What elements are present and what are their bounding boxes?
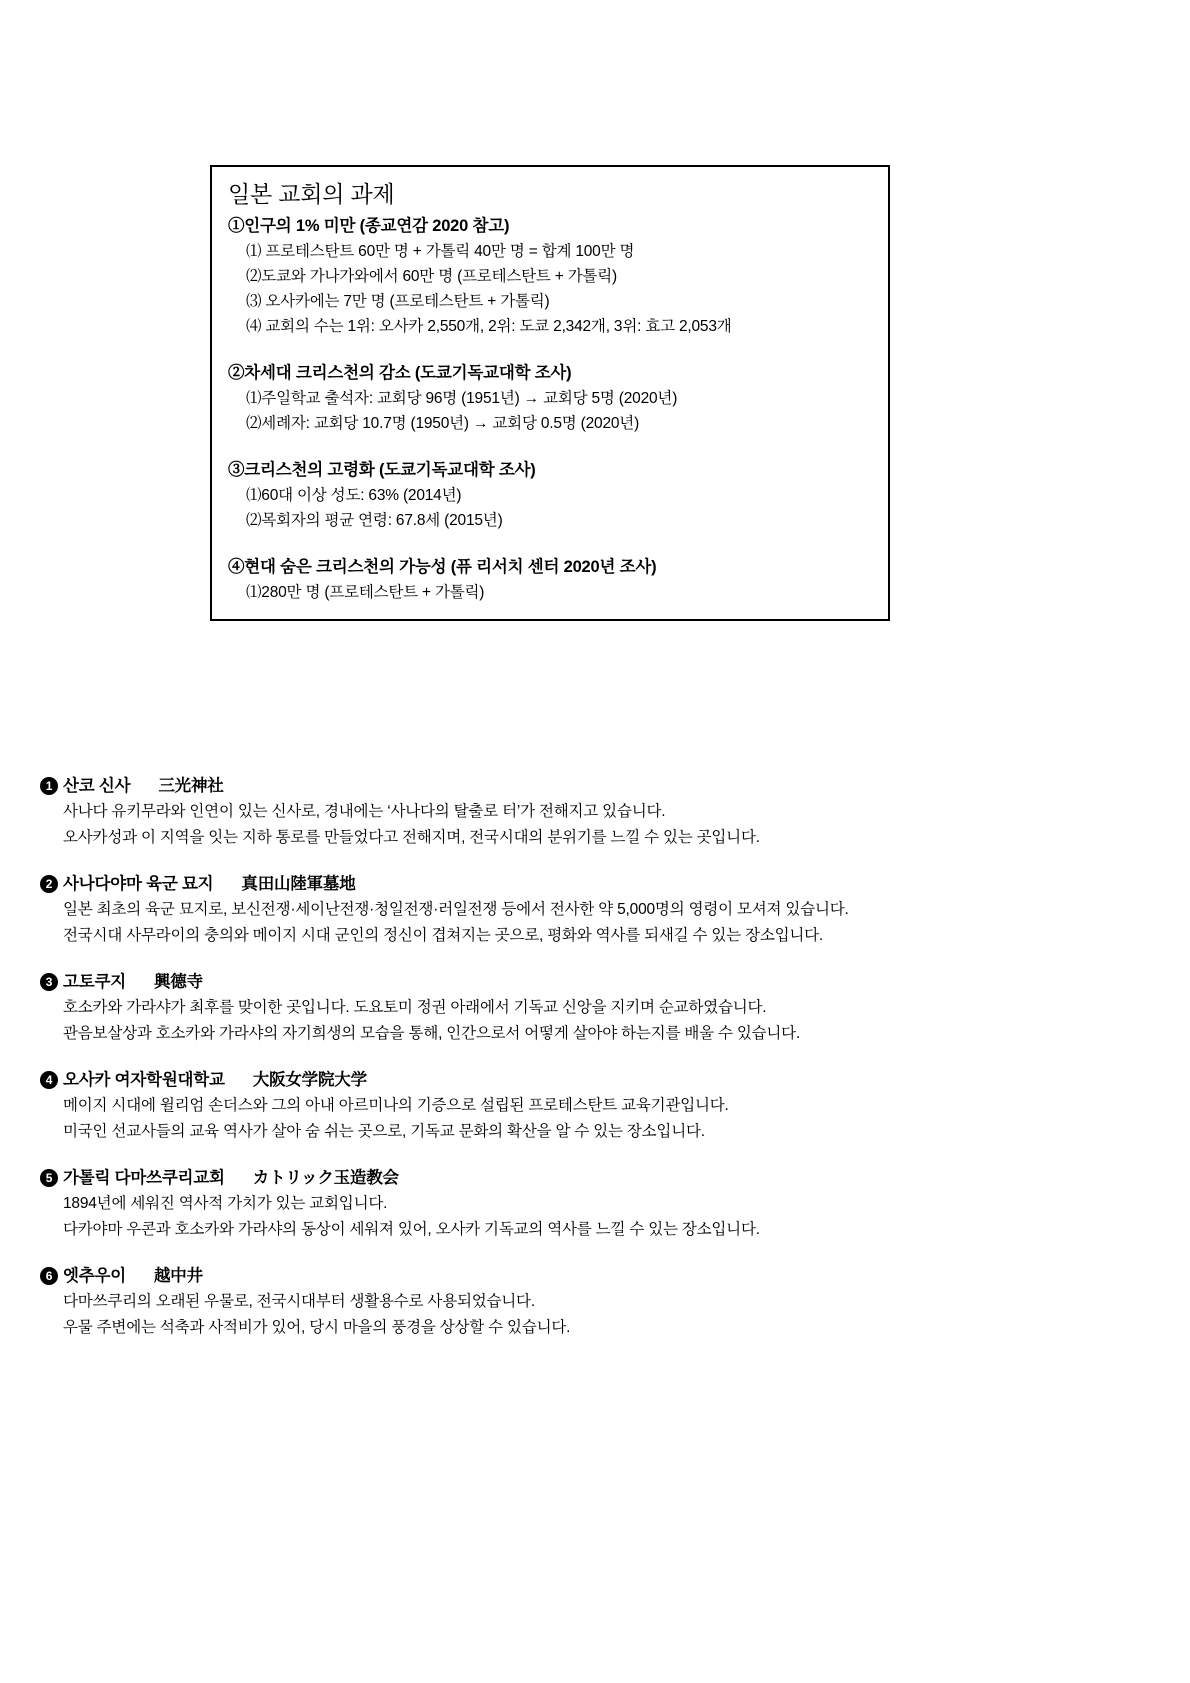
- entry-name-japanese: 大阪女学院大学: [252, 1070, 367, 1089]
- entry-name-korean: 엣추우이: [63, 1266, 126, 1285]
- entry-number-badge: 2: [40, 875, 58, 893]
- summary-section-item: ⑵목회자의 평균 연령: 67.8세 (2015년): [246, 512, 503, 530]
- summary-section-heading: ①인구의 1% 미만 (종교연감 2020 참고): [228, 217, 510, 236]
- entry-heading: [40, 1167, 1150, 1191]
- summary-title: 일본 교회의 과제: [228, 181, 395, 207]
- summary-section-heading: ④현대 숨은 크리스천의 가능성 (퓨 리서치 센터 2020년 조사): [228, 558, 657, 577]
- entry-description-line: 1894년에 세워진 역사적 가치가 있는 교회입니다.: [63, 1194, 388, 1212]
- entry-number-badge: 3: [40, 973, 58, 991]
- summary-section-heading: ②차세대 크리스천의 감소 (도쿄기독교대학 조사): [228, 364, 572, 383]
- entry-description-line: 다마쓰쿠리의 오래된 우물로, 전국시대부터 생활용수로 사용되었습니다.: [63, 1292, 535, 1310]
- entry-name-korean: 고토쿠지: [63, 972, 126, 991]
- entry-name-japanese: 越中井: [153, 1266, 203, 1285]
- entry-number-badge: 4: [40, 1071, 58, 1089]
- entry-list: [40, 775, 1150, 1363]
- entry-heading: [40, 971, 1150, 995]
- entry-description-line: 호소카와 가라샤가 최후를 맞이한 곳입니다. 도요토미 정권 아래에서 기독교 신앙을 지키며 순교하였습니다.: [63, 998, 767, 1016]
- entry-name-korean: 사나다야마 육군 묘지: [63, 874, 214, 893]
- entry-description-line: 일본 최초의 육군 묘지로, 보신전쟁·세이난전쟁·청일전쟁·러일전쟁 등에서 전사한 약 5,000명의 영령이 모셔져 있습니다.: [63, 900, 849, 918]
- entry-name-japanese: 真田山陸軍墓地: [241, 874, 356, 893]
- summary-section-item: ⑴주일학교 출석자: 교회당 96명 (1951년) → 교회당 5명 (2020년): [246, 389, 678, 407]
- list-item: [40, 1069, 1150, 1145]
- summary-section: [226, 458, 874, 533]
- entry-name-korean: 가톨릭 다마쓰쿠리교회: [63, 1168, 225, 1187]
- entry-name-korean: 오사카 여자학원대학교: [63, 1070, 225, 1089]
- entry-heading: [40, 1069, 1150, 1093]
- entry-name-korean: 산코 신사: [63, 777, 131, 795]
- entry-description-line: 우물 주변에는 석축과 사적비가 있어, 당시 마을의 풍경을 상상할 수 있습니다.: [63, 1318, 571, 1336]
- summary-section-heading: ③크리스천의 고령화 (도쿄기독교대학 조사): [228, 461, 536, 480]
- summary-section: [226, 361, 874, 436]
- entry-description-line: 다카야마 우콘과 호소카와 가라샤의 동상이 세워져 있어, 오사카 기독교의 역사를 느낄 수 있는 장소입니다.: [63, 1220, 760, 1238]
- list-item: [40, 873, 1150, 949]
- entry-description-line: 메이지 시대에 윌리엄 손더스와 그의 아내 아르미나의 기증으로 설립된 프로테스탄트 교육기관입니다.: [63, 1096, 729, 1114]
- summary-section-item: ⑴60대 이상 성도: 63% (2014년): [246, 486, 462, 504]
- entry-description-line: 오사카성과 이 지역을 잇는 지하 통로를 만들었다고 전해지며, 전국시대의 분위기를 느낄 수 있는 곳입니다.: [63, 828, 760, 846]
- entry-heading: [40, 775, 1150, 799]
- entry-name-japanese: 三光神社: [158, 777, 224, 795]
- entry-description-line: 전국시대 사무라이의 충의와 메이지 시대 군인의 정신이 겹쳐지는 곳으로, 평화와 역사를 되새길 수 있는 장소입니다.: [63, 926, 824, 944]
- entry-name-japanese: カトリック玉造教会: [252, 1168, 399, 1187]
- entry-description-line: 사나다 유키무라와 인연이 있는 신사로, 경내에는 ‘사나다의 탈출로 터’가 전해지고 있습니다.: [63, 802, 666, 820]
- summary-section-item: ⑴ 프로테스탄트 60만 명 + 가톨릭 40만 명 = 합계 100만 명: [246, 242, 635, 260]
- summary-box: [210, 165, 890, 621]
- entry-description-line: 관음보살상과 호소카와 가라샤의 자기희생의 모습을 통해, 인간으로서 어떻게 살아야 하는지를 배울 수 있습니다.: [63, 1024, 801, 1042]
- entry-description-line: 미국인 선교사들의 교육 역사가 살아 숨 쉬는 곳으로, 기독교 문화의 확산을 알 수 있는 장소입니다.: [63, 1122, 705, 1140]
- summary-section: [226, 214, 874, 339]
- summary-section-item: ⑷ 교회의 수는 1위: 오사카 2,550개, 2위: 도쿄 2,342개, 3위: 효고 2,053개: [246, 318, 732, 336]
- list-item: [40, 971, 1150, 1047]
- entry-heading: [40, 1265, 1150, 1289]
- summary-section-item: ⑵세례자: 교회당 10.7명 (1950년) → 교회당 0.5명 (2020년): [246, 415, 640, 433]
- list-item: [40, 1265, 1150, 1341]
- entry-number-badge: 5: [40, 1169, 58, 1187]
- summary-section-item: ⑴280만 명 (프로테스탄트 + 가톨릭): [246, 583, 485, 601]
- summary-section-item: ⑶ 오사카에는 7만 명 (프로테스탄트 + 가톨릭): [246, 293, 550, 311]
- entry-number-badge: 6: [40, 1267, 58, 1285]
- entry-number-badge: 1: [40, 777, 58, 795]
- entry-heading: [40, 873, 1150, 897]
- list-item: [40, 775, 1150, 851]
- summary-section: [226, 555, 874, 605]
- summary-section-item: ⑵도쿄와 가나가와에서 60만 명 (프로테스탄트 + 가톨릭): [246, 267, 618, 285]
- entry-name-japanese: 興德寺: [153, 972, 203, 991]
- list-item: [40, 1167, 1150, 1243]
